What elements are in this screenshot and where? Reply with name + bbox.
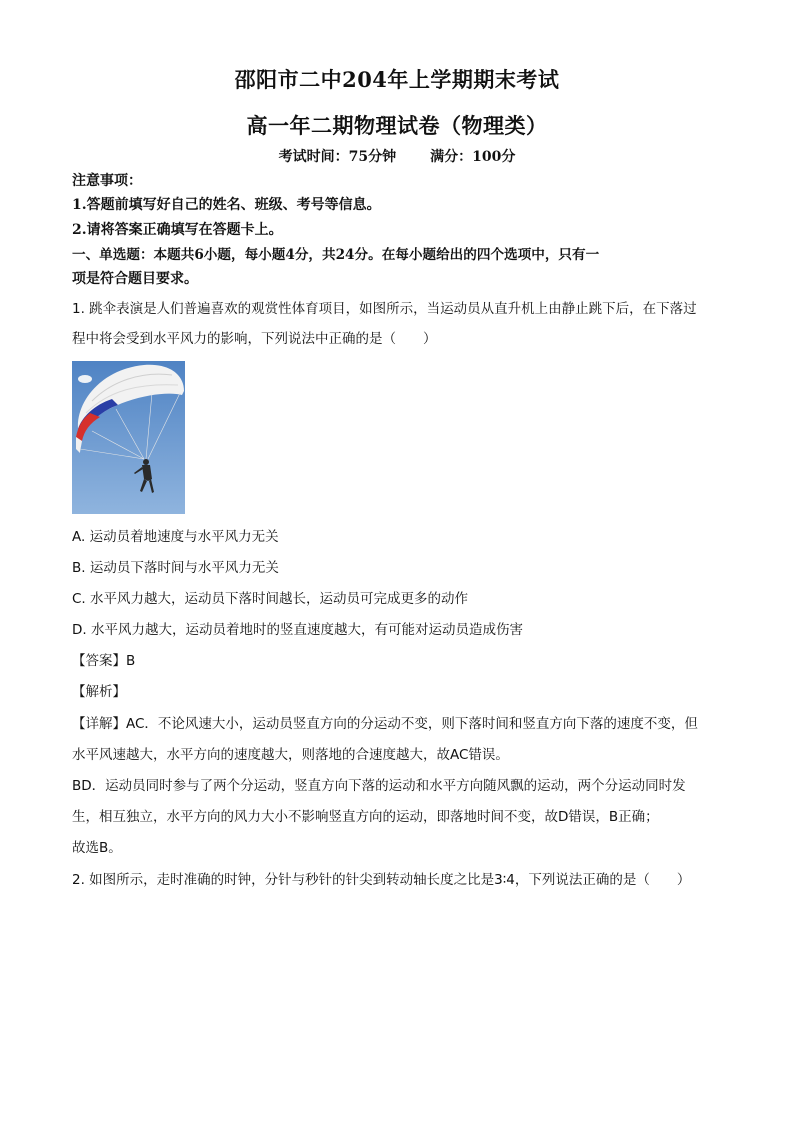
section-heading-cont: 项是符合题目要求。 <box>72 271 198 287</box>
section-heading: 一、单选题：本题共6小题，每小题4分，共24分。在每小题给出的四个选项中，只有一 <box>72 247 600 263</box>
option-c: C. 水平风力越大，运动员下落时间越长，运动员可完成更多的动作 <box>72 591 469 607</box>
full-score: 满分：100分 <box>430 149 516 165</box>
exam-title: 邵阳市二中204年上学期期末考试 <box>234 67 560 92</box>
exam-subtitle: 高一年二期物理试卷（物理类） <box>246 113 548 138</box>
detail-paragraph-1-cont: 水平风速越大，水平方向的速度越大，则落地的合速度越大，故AC错误。 <box>72 747 509 763</box>
detail-text: AC．不论风速大小，运动员竖直方向的分运动不变，则下落时间和竖直方向下落的速度不变，但 <box>126 716 698 732</box>
analysis-tag: 【解析】 <box>72 684 126 700</box>
detail-paragraph-2: BD．运动员同时参与了两个分运动，竖直方向下落的运动和水平方向随风飘的运动，两个分运动同时发 <box>72 778 686 794</box>
question-1-stem-cont: 程中将会受到水平风力的影响，下列说法中正确的是（ ） <box>72 331 437 347</box>
option-b: B. 运动员下落时间与水平风力无关 <box>72 560 279 576</box>
option-d: D. 水平风力越大，运动员着地时的竖直速度越大，有可能对运动员造成伤害 <box>72 622 523 638</box>
exam-time: 考试时间：75分钟 <box>278 149 397 165</box>
answer-tag: 【答案】 <box>72 653 126 669</box>
option-a: A. 运动员着地速度与水平风力无关 <box>72 529 279 545</box>
detail-paragraph-1 <box>72 714 722 734</box>
detail-conclusion: 故选B。 <box>72 840 122 856</box>
detail-paragraph-2-cont: 生，相互独立，水平方向的风力大小不影响竖直方向的运动，即落地时间不变，故D错误，B正确； <box>72 809 659 825</box>
question-2-stem: 2. 如图所示，走时准确的时钟，分针与秒针的针尖到转动轴长度之比是3∶4，下列说法正确的是（ ） <box>72 872 691 888</box>
detail-tag: 【详解】 <box>72 716 126 732</box>
notice-item: 1.答题前填写好自己的姓名、班级、考号等信息。 <box>72 197 381 213</box>
exam-info <box>0 146 794 166</box>
question-1-stem: 1. 跳伞表演是人们普遍喜欢的观赏性体育项目，如图所示，当运动员从直升机上由静止跳下后，在下落过 <box>72 301 697 317</box>
notice-heading: 注意事项： <box>72 173 142 189</box>
notice-item: 2.请将答案正确填写在答题卡上。 <box>72 222 283 238</box>
answer-value: B <box>126 653 136 669</box>
parachute-photo <box>72 361 185 514</box>
answer-line <box>72 651 722 671</box>
